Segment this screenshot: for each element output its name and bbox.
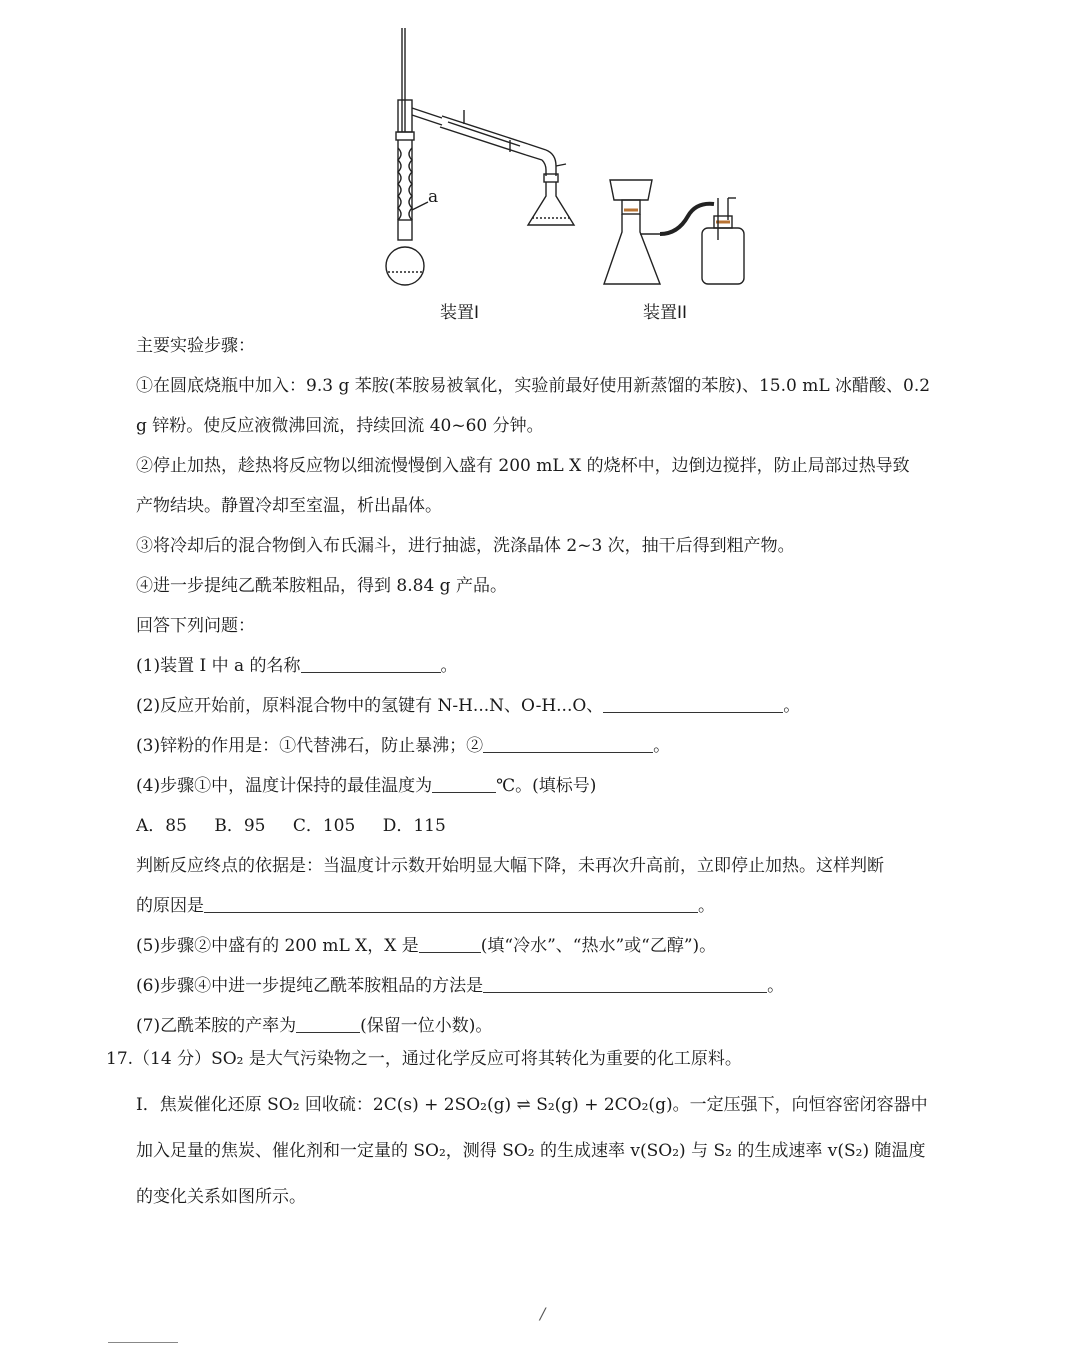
option-a[interactable]: A．85 — [136, 816, 187, 836]
fractionating-column — [396, 132, 428, 220]
answer-blank-5[interactable] — [419, 930, 481, 953]
question-3-end: 。 — [653, 736, 671, 756]
caption-apparatus-2: 装置II — [643, 303, 688, 323]
question-17-line-4: 的变化关系如图所示。 — [136, 1187, 306, 1207]
answer-blank-7[interactable] — [296, 1010, 360, 1033]
question-6-end: 。 — [767, 976, 785, 996]
question-4-judge-line-1: 判断反应终点的依据是：当温度计示数开始明显大幅下降，未再次升高前，立即停止加热。这样判断 — [136, 856, 884, 876]
question-1-end: 。 — [440, 656, 458, 676]
answer-blank-6[interactable] — [483, 970, 767, 993]
question-4-options — [136, 806, 986, 846]
answer-blank-2[interactable] — [603, 690, 783, 713]
safety-bottle — [702, 198, 744, 284]
apparatus-drawing — [370, 20, 770, 320]
question-5-end: (填“冷水”、“热水”或“乙醇”)。 — [480, 936, 717, 956]
step-2-line-1: ②停止加热，趁热将反应物以细流慢慢倒入盛有 200 mL X 的烧杯中，边倒边搅拌，防止局部过热导致 — [136, 456, 910, 476]
question-4-text: (4)步骤①中，温度计保持的最佳温度为 — [136, 776, 433, 796]
step-1-line-1: ①在圆底烧瓶中加入：9.3 g 苯胺(苯胺易被氧化，实验前最好使用新蒸馏的苯胺)、15.0 mL 冰醋酸、0.2 — [136, 376, 931, 396]
round-bottom-flask — [386, 220, 424, 285]
answer-blank-4b[interactable] — [204, 890, 698, 913]
step-4: ④进一步提纯乙酰苯胺粗品，得到 8.84 g 产品。 — [136, 576, 507, 596]
answer-blank-4[interactable] — [432, 770, 496, 793]
steps-title: 主要实验步骤： — [136, 336, 255, 356]
question-2 — [136, 686, 986, 726]
page-mark: / — [540, 1304, 546, 1323]
apparatus-figure — [370, 20, 770, 320]
question-4-end: ℃。(填标号) — [496, 776, 597, 796]
question-17-line-2: I．焦炭催化还原 SO₂ 回收硫：2C(s) + 2SO₂(g) ⇌ S₂(g) + 2CO₂(g)。一定压强下，向恒容密闭容器中 — [136, 1095, 928, 1115]
question-16-body — [136, 326, 986, 1046]
question-4-judge-text: 的原因是 — [136, 896, 204, 916]
step-2-line-2: 产物结块。静置冷却至室温，析出晶体。 — [136, 496, 442, 516]
question-2-end: 。 — [783, 696, 801, 716]
question-17-line-1: 17.（14 分）SO₂ 是大气污染物之一，通过化学反应可将其转化为重要的化工原料。 — [106, 1049, 742, 1069]
suction-flask — [604, 214, 660, 284]
question-17-line-3: 加入足量的焦炭、催化剂和一定量的 SO₂，测得 SO₂ 的生成速率 v(SO₂) 与 S₂ 的生成速率 v(S₂) 随温度 — [136, 1141, 926, 1161]
question-1-text: (1)装置 I 中 a 的名称 — [136, 656, 301, 676]
question-1 — [136, 646, 986, 686]
question-6 — [136, 966, 986, 1006]
question-5 — [136, 926, 986, 966]
step-1-line-2: g 锌粉。使反应液微沸回流，持续回流 40~60 分钟。 — [136, 416, 544, 436]
rubber-tube — [660, 204, 714, 234]
question-7-text: (7)乙酰苯胺的产率为 — [136, 1016, 297, 1036]
question-4-judge-line-2 — [136, 886, 986, 926]
question-6-text: (6)步骤④中进一步提纯乙酰苯胺粗品的方法是 — [136, 976, 484, 996]
question-4 — [136, 766, 986, 806]
question-3 — [136, 726, 986, 766]
question-7-end: (保留一位小数)。 — [360, 1016, 493, 1036]
question-3-text: (3)锌粉的作用是：①代替沸石，防止暴沸；② — [136, 736, 484, 756]
receiving-flask — [528, 174, 574, 225]
question-17 — [106, 1036, 986, 1220]
caption-apparatus-1: 装置I — [440, 303, 480, 323]
answer-blank-1[interactable] — [301, 650, 441, 673]
question-2-text: (2)反应开始前，原料混合物中的氢键有 N-H...N、O-H...O、 — [136, 696, 604, 716]
question-5-text: (5)步骤②中盛有的 200 mL X，X 是 — [136, 936, 419, 956]
option-d[interactable]: D．115 — [382, 816, 446, 836]
buchner-funnel — [610, 180, 652, 214]
label-a: a — [428, 187, 439, 207]
answer-blank-3[interactable] — [483, 730, 653, 753]
question-4-judge-end: 。 — [698, 896, 715, 916]
option-c[interactable]: C．105 — [292, 816, 356, 836]
option-b[interactable]: B．95 — [214, 816, 266, 836]
answer-title: 回答下列问题： — [136, 616, 255, 636]
footer-rule — [108, 1342, 178, 1343]
step-3: ③将冷却后的混合物倒入布氏漏斗，进行抽滤，洗涤晶体 2~3 次，抽干后得到粗产物。 — [136, 536, 795, 556]
condenser — [440, 110, 528, 155]
